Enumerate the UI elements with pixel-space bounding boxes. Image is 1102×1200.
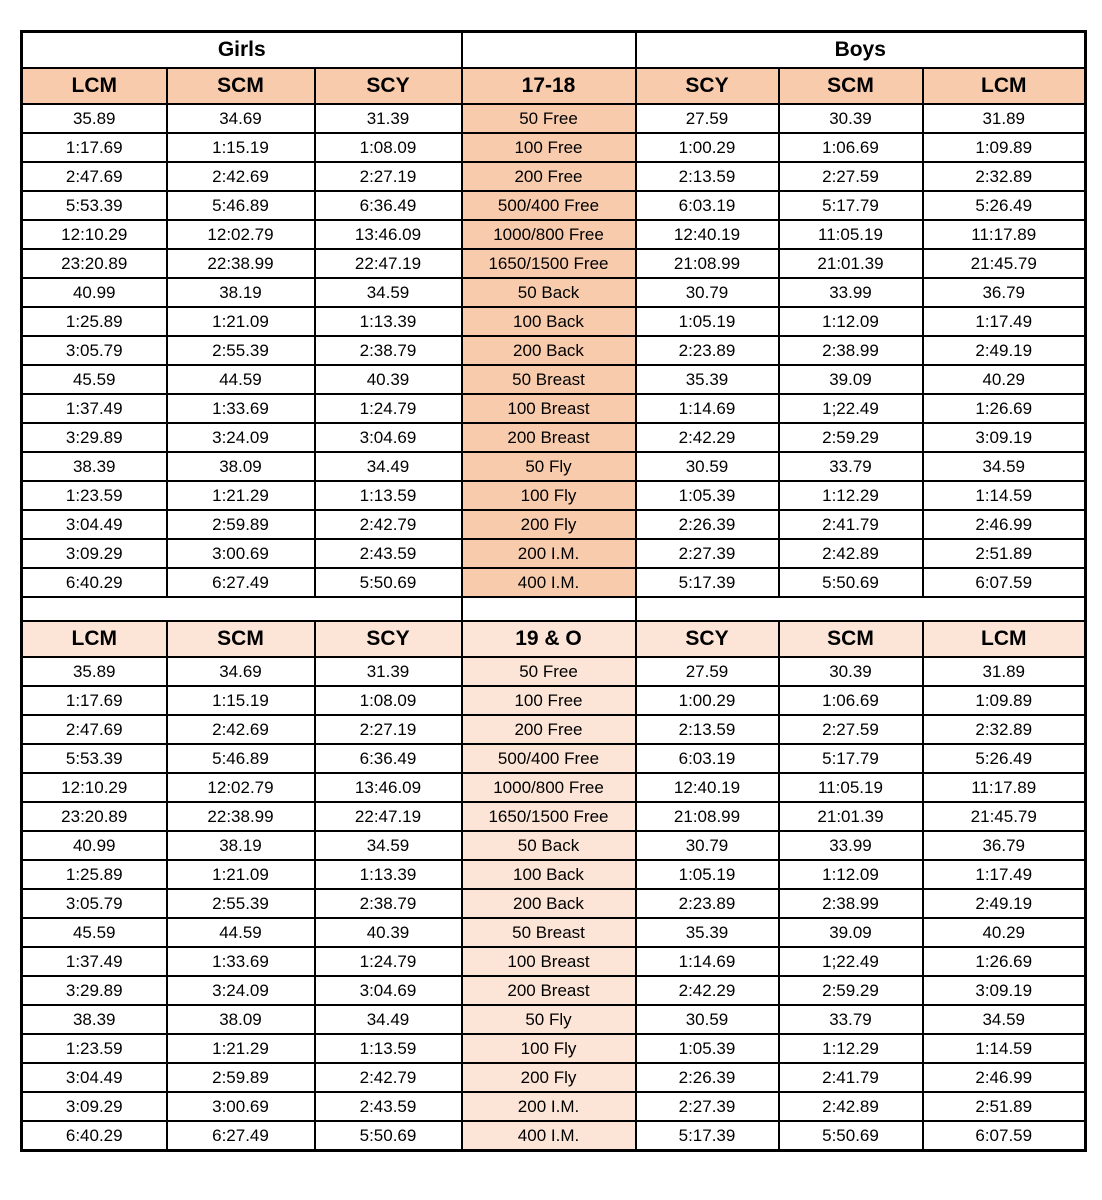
girls-time-cell: 45.59 bbox=[22, 365, 167, 394]
boys-time-cell: 5:50.69 bbox=[779, 568, 923, 597]
girls-time-cell: 23:20.89 bbox=[22, 249, 167, 278]
event-time-row bbox=[22, 220, 1086, 249]
boys-time-cell: 40.29 bbox=[923, 365, 1086, 394]
event-time-row bbox=[22, 889, 1086, 918]
boys-time-cell: 1:09.89 bbox=[923, 686, 1086, 715]
event-cell: 200 Fly bbox=[462, 1063, 636, 1092]
boys-time-cell: 1:14.59 bbox=[923, 1034, 1086, 1063]
girls-time-cell: 1:21.09 bbox=[167, 307, 315, 336]
girls-time-cell: 45.59 bbox=[22, 918, 167, 947]
boys-time-cell: 3:09.19 bbox=[923, 423, 1086, 452]
course-header-cell: LCM bbox=[22, 621, 167, 657]
boys-time-cell: 39.09 bbox=[779, 365, 923, 394]
girls-time-cell: 1:15.19 bbox=[167, 133, 315, 162]
girls-time-cell: 3:24.09 bbox=[167, 976, 315, 1005]
girls-time-cell: 34.49 bbox=[315, 452, 462, 481]
girls-time-cell: 1:13.39 bbox=[315, 860, 462, 889]
event-time-row bbox=[22, 336, 1086, 365]
event-cell: 1650/1500 Free bbox=[462, 802, 636, 831]
event-cell: 200 Back bbox=[462, 336, 636, 365]
girls-time-cell: 12:02.79 bbox=[167, 220, 315, 249]
girls-time-cell: 2:38.79 bbox=[315, 336, 462, 365]
event-cell: 500/400 Free bbox=[462, 744, 636, 773]
boys-time-cell: 1:00.29 bbox=[636, 133, 779, 162]
girls-time-cell: 38.19 bbox=[167, 278, 315, 307]
girls-time-cell: 3:29.89 bbox=[22, 423, 167, 452]
boys-time-cell: 1:06.69 bbox=[779, 686, 923, 715]
boys-time-cell: 11:17.89 bbox=[923, 220, 1086, 249]
girls-time-cell: 1:24.79 bbox=[315, 947, 462, 976]
girls-time-cell: 40.39 bbox=[315, 365, 462, 394]
boys-time-cell: 34.59 bbox=[923, 452, 1086, 481]
event-cell: 100 Fly bbox=[462, 481, 636, 510]
boys-time-cell: 2:42.29 bbox=[636, 423, 779, 452]
boys-time-cell: 2:23.89 bbox=[636, 336, 779, 365]
girls-time-cell: 38.09 bbox=[167, 452, 315, 481]
boys-time-cell: 6:03.19 bbox=[636, 744, 779, 773]
girls-title: Girls bbox=[22, 32, 462, 69]
boys-time-cell: 6:07.59 bbox=[923, 568, 1086, 597]
event-cell: 50 Fly bbox=[462, 1005, 636, 1034]
girls-time-cell: 3:04.69 bbox=[315, 423, 462, 452]
girls-time-cell: 2:42.79 bbox=[315, 510, 462, 539]
course-header-cell: SCY bbox=[636, 68, 779, 104]
girls-time-cell: 2:59.89 bbox=[167, 510, 315, 539]
girls-time-cell: 44.59 bbox=[167, 365, 315, 394]
boys-time-cell: 1:17.49 bbox=[923, 307, 1086, 336]
event-cell: 400 I.M. bbox=[462, 568, 636, 597]
boys-time-cell: 30.39 bbox=[779, 657, 923, 686]
boys-time-cell: 1:05.19 bbox=[636, 307, 779, 336]
event-time-row bbox=[22, 307, 1086, 336]
event-time-row bbox=[22, 249, 1086, 278]
separator-cell-left bbox=[22, 597, 462, 621]
boys-time-cell: 31.89 bbox=[923, 657, 1086, 686]
boys-time-cell: 2:42.29 bbox=[636, 976, 779, 1005]
event-cell: 200 I.M. bbox=[462, 1092, 636, 1121]
boys-time-cell: 39.09 bbox=[779, 918, 923, 947]
event-cell: 50 Back bbox=[462, 278, 636, 307]
event-time-row bbox=[22, 1092, 1086, 1121]
girls-time-cell: 3:24.09 bbox=[167, 423, 315, 452]
boys-time-cell: 33.99 bbox=[779, 831, 923, 860]
event-time-row bbox=[22, 481, 1086, 510]
girls-time-cell: 34.69 bbox=[167, 657, 315, 686]
event-time-row bbox=[22, 568, 1086, 597]
girls-time-cell: 2:42.69 bbox=[167, 715, 315, 744]
course-header-row bbox=[22, 621, 1086, 657]
boys-time-cell: 1:06.69 bbox=[779, 133, 923, 162]
girls-time-cell: 13:46.09 bbox=[315, 773, 462, 802]
separator-cell-right bbox=[636, 597, 1086, 621]
girls-time-cell: 2:47.69 bbox=[22, 162, 167, 191]
girls-time-cell: 38.39 bbox=[22, 1005, 167, 1034]
boys-time-cell: 1:12.09 bbox=[779, 860, 923, 889]
event-cell: 200 Back bbox=[462, 889, 636, 918]
event-time-row bbox=[22, 133, 1086, 162]
boys-time-cell: 2:46.99 bbox=[923, 1063, 1086, 1092]
course-header-row bbox=[22, 68, 1086, 104]
boys-time-cell: 2:59.29 bbox=[779, 976, 923, 1005]
boys-time-cell: 2:27.59 bbox=[779, 715, 923, 744]
boys-time-cell: 2:26.39 bbox=[636, 510, 779, 539]
event-time-row bbox=[22, 802, 1086, 831]
girls-time-cell: 6:40.29 bbox=[22, 568, 167, 597]
event-cell: 1000/800 Free bbox=[462, 220, 636, 249]
girls-time-cell: 5:50.69 bbox=[315, 568, 462, 597]
boys-time-cell: 30.79 bbox=[636, 831, 779, 860]
course-header-cell: LCM bbox=[22, 68, 167, 104]
boys-time-cell: 33.79 bbox=[779, 452, 923, 481]
boys-time-cell: 2:27.39 bbox=[636, 1092, 779, 1121]
boys-time-cell: 12:40.19 bbox=[636, 773, 779, 802]
separator-cell-event bbox=[462, 597, 636, 621]
girls-time-cell: 3:04.49 bbox=[22, 510, 167, 539]
girls-time-cell: 2:42.69 bbox=[167, 162, 315, 191]
girls-time-cell: 2:38.79 bbox=[315, 889, 462, 918]
event-time-row bbox=[22, 657, 1086, 686]
girls-time-cell: 5:50.69 bbox=[315, 1121, 462, 1151]
event-time-row bbox=[22, 918, 1086, 947]
girls-time-cell: 1:21.29 bbox=[167, 1034, 315, 1063]
age-group-header-cell: 19 & O bbox=[462, 621, 636, 657]
boys-time-cell: 11:17.89 bbox=[923, 773, 1086, 802]
boys-time-cell: 12:40.19 bbox=[636, 220, 779, 249]
girls-time-cell: 1:08.09 bbox=[315, 686, 462, 715]
boys-time-cell: 2:59.29 bbox=[779, 423, 923, 452]
girls-time-cell: 31.39 bbox=[315, 104, 462, 133]
boys-time-cell: 2:32.89 bbox=[923, 715, 1086, 744]
girls-time-cell: 22:47.19 bbox=[315, 249, 462, 278]
girls-time-cell: 35.89 bbox=[22, 104, 167, 133]
boys-time-cell: 3:09.19 bbox=[923, 976, 1086, 1005]
girls-time-cell: 3:00.69 bbox=[167, 539, 315, 568]
boys-time-cell: 1;22.49 bbox=[779, 394, 923, 423]
empty-corner-cell bbox=[462, 32, 636, 69]
boys-time-cell: 11:05.19 bbox=[779, 220, 923, 249]
girls-time-cell: 2:55.39 bbox=[167, 336, 315, 365]
event-time-row bbox=[22, 686, 1086, 715]
boys-time-cell: 27.59 bbox=[636, 657, 779, 686]
boys-time-cell: 1:26.69 bbox=[923, 947, 1086, 976]
boys-time-cell: 2:38.99 bbox=[779, 889, 923, 918]
boys-time-cell: 2:38.99 bbox=[779, 336, 923, 365]
girls-time-cell: 3:04.49 bbox=[22, 1063, 167, 1092]
girls-time-cell: 2:42.79 bbox=[315, 1063, 462, 1092]
boys-time-cell: 21:45.79 bbox=[923, 249, 1086, 278]
girls-time-cell: 2:27.19 bbox=[315, 715, 462, 744]
girls-time-cell: 5:46.89 bbox=[167, 191, 315, 220]
girls-time-cell: 2:43.59 bbox=[315, 539, 462, 568]
girls-time-cell: 34.69 bbox=[167, 104, 315, 133]
event-cell: 50 Fly bbox=[462, 452, 636, 481]
boys-time-cell: 30.79 bbox=[636, 278, 779, 307]
girls-time-cell: 6:27.49 bbox=[167, 568, 315, 597]
course-header-cell: SCY bbox=[315, 621, 462, 657]
event-cell: 200 Breast bbox=[462, 423, 636, 452]
boys-time-cell: 1:05.39 bbox=[636, 481, 779, 510]
boys-time-cell: 1:17.49 bbox=[923, 860, 1086, 889]
event-time-row bbox=[22, 452, 1086, 481]
event-cell: 50 Free bbox=[462, 104, 636, 133]
course-header-cell: SCY bbox=[315, 68, 462, 104]
event-time-row bbox=[22, 104, 1086, 133]
boys-time-cell: 6:03.19 bbox=[636, 191, 779, 220]
girls-time-cell: 6:36.49 bbox=[315, 191, 462, 220]
girls-time-cell: 3:05.79 bbox=[22, 336, 167, 365]
boys-time-cell: 36.79 bbox=[923, 831, 1086, 860]
girls-time-cell: 3:04.69 bbox=[315, 976, 462, 1005]
event-time-row bbox=[22, 1063, 1086, 1092]
boys-time-cell: 2:26.39 bbox=[636, 1063, 779, 1092]
girls-time-cell: 38.19 bbox=[167, 831, 315, 860]
course-header-cell: SCM bbox=[779, 621, 923, 657]
boys-time-cell: 11:05.19 bbox=[779, 773, 923, 802]
girls-time-cell: 23:20.89 bbox=[22, 802, 167, 831]
boys-time-cell: 1:14.69 bbox=[636, 394, 779, 423]
section-separator-row bbox=[22, 597, 1086, 621]
boys-time-cell: 5:17.39 bbox=[636, 568, 779, 597]
boys-time-cell: 21:08.99 bbox=[636, 249, 779, 278]
event-cell: 50 Breast bbox=[462, 918, 636, 947]
boys-time-cell: 2:51.89 bbox=[923, 539, 1086, 568]
girls-time-cell: 3:09.29 bbox=[22, 1092, 167, 1121]
event-cell: 200 Breast bbox=[462, 976, 636, 1005]
event-time-row bbox=[22, 1034, 1086, 1063]
girls-time-cell: 31.39 bbox=[315, 657, 462, 686]
boys-time-cell: 33.79 bbox=[779, 1005, 923, 1034]
boys-time-cell: 2:51.89 bbox=[923, 1092, 1086, 1121]
boys-time-cell: 2:41.79 bbox=[779, 1063, 923, 1092]
event-time-row bbox=[22, 539, 1086, 568]
event-cell: 100 Breast bbox=[462, 394, 636, 423]
event-cell: 200 Fly bbox=[462, 510, 636, 539]
boys-time-cell: 5:50.69 bbox=[779, 1121, 923, 1151]
girls-time-cell: 22:38.99 bbox=[167, 802, 315, 831]
girls-time-cell: 1:37.49 bbox=[22, 394, 167, 423]
girls-time-cell: 6:40.29 bbox=[22, 1121, 167, 1151]
girls-time-cell: 3:00.69 bbox=[167, 1092, 315, 1121]
girls-time-cell: 1:23.59 bbox=[22, 481, 167, 510]
boys-time-cell: 5:17.79 bbox=[779, 744, 923, 773]
girls-time-cell: 1:13.39 bbox=[315, 307, 462, 336]
event-time-row bbox=[22, 1005, 1086, 1034]
event-time-row bbox=[22, 365, 1086, 394]
boys-time-cell: 1:09.89 bbox=[923, 133, 1086, 162]
event-time-row bbox=[22, 510, 1086, 539]
event-cell: 400 I.M. bbox=[462, 1121, 636, 1151]
event-cell: 200 Free bbox=[462, 162, 636, 191]
event-cell: 500/400 Free bbox=[462, 191, 636, 220]
event-time-row bbox=[22, 860, 1086, 889]
girls-time-cell: 1:33.69 bbox=[167, 394, 315, 423]
event-cell: 200 I.M. bbox=[462, 539, 636, 568]
girls-time-cell: 1:33.69 bbox=[167, 947, 315, 976]
boys-time-cell: 30.39 bbox=[779, 104, 923, 133]
girls-time-cell: 3:29.89 bbox=[22, 976, 167, 1005]
boys-time-cell: 2:46.99 bbox=[923, 510, 1086, 539]
girls-time-cell: 34.59 bbox=[315, 278, 462, 307]
event-time-row bbox=[22, 162, 1086, 191]
event-cell: 50 Breast bbox=[462, 365, 636, 394]
boys-time-cell: 1:14.69 bbox=[636, 947, 779, 976]
boys-title: Boys bbox=[636, 32, 1086, 69]
boys-time-cell: 1:12.29 bbox=[779, 481, 923, 510]
girls-time-cell: 1:23.59 bbox=[22, 1034, 167, 1063]
event-time-row bbox=[22, 744, 1086, 773]
boys-time-cell: 5:26.49 bbox=[923, 191, 1086, 220]
boys-time-cell: 2:42.89 bbox=[779, 1092, 923, 1121]
boys-time-cell: 35.39 bbox=[636, 918, 779, 947]
girls-time-cell: 22:38.99 bbox=[167, 249, 315, 278]
girls-time-cell: 1:17.69 bbox=[22, 133, 167, 162]
boys-time-cell: 2:13.59 bbox=[636, 162, 779, 191]
event-time-row bbox=[22, 715, 1086, 744]
event-cell: 100 Fly bbox=[462, 1034, 636, 1063]
boys-time-cell: 2:27.39 bbox=[636, 539, 779, 568]
boys-time-cell: 36.79 bbox=[923, 278, 1086, 307]
event-cell: 50 Back bbox=[462, 831, 636, 860]
event-cell: 1000/800 Free bbox=[462, 773, 636, 802]
boys-time-cell: 2:13.59 bbox=[636, 715, 779, 744]
event-cell: 100 Back bbox=[462, 860, 636, 889]
time-standards-table bbox=[20, 30, 1087, 1152]
girls-time-cell: 5:46.89 bbox=[167, 744, 315, 773]
course-header-cell: LCM bbox=[923, 68, 1086, 104]
event-time-row bbox=[22, 773, 1086, 802]
girls-time-cell: 40.99 bbox=[22, 831, 167, 860]
girls-time-cell: 1:21.29 bbox=[167, 481, 315, 510]
boys-time-cell: 1:12.09 bbox=[779, 307, 923, 336]
girls-time-cell: 1:25.89 bbox=[22, 307, 167, 336]
boys-time-cell: 1;22.49 bbox=[779, 947, 923, 976]
girls-time-cell: 1:25.89 bbox=[22, 860, 167, 889]
boys-time-cell: 1:05.19 bbox=[636, 860, 779, 889]
event-cell: 100 Back bbox=[462, 307, 636, 336]
boys-time-cell: 1:26.69 bbox=[923, 394, 1086, 423]
course-header-cell: LCM bbox=[923, 621, 1086, 657]
girls-time-cell: 1:17.69 bbox=[22, 686, 167, 715]
girls-time-cell: 34.59 bbox=[315, 831, 462, 860]
boys-time-cell: 2:27.59 bbox=[779, 162, 923, 191]
girls-time-cell: 38.39 bbox=[22, 452, 167, 481]
event-time-row bbox=[22, 976, 1086, 1005]
girls-time-cell: 13:46.09 bbox=[315, 220, 462, 249]
girls-time-cell: 40.99 bbox=[22, 278, 167, 307]
event-time-row bbox=[22, 423, 1086, 452]
boys-time-cell: 2:23.89 bbox=[636, 889, 779, 918]
boys-time-cell: 31.89 bbox=[923, 104, 1086, 133]
boys-time-cell: 2:41.79 bbox=[779, 510, 923, 539]
boys-time-cell: 40.29 bbox=[923, 918, 1086, 947]
boys-time-cell: 21:01.39 bbox=[779, 802, 923, 831]
girls-time-cell: 1:24.79 bbox=[315, 394, 462, 423]
boys-time-cell: 30.59 bbox=[636, 1005, 779, 1034]
boys-time-cell: 27.59 bbox=[636, 104, 779, 133]
boys-time-cell: 1:05.39 bbox=[636, 1034, 779, 1063]
event-time-row bbox=[22, 191, 1086, 220]
girls-time-cell: 1:13.59 bbox=[315, 481, 462, 510]
boys-time-cell: 34.59 bbox=[923, 1005, 1086, 1034]
boys-time-cell: 2:49.19 bbox=[923, 889, 1086, 918]
boys-time-cell: 5:17.39 bbox=[636, 1121, 779, 1151]
boys-time-cell: 21:45.79 bbox=[923, 802, 1086, 831]
girls-time-cell: 12:10.29 bbox=[22, 773, 167, 802]
event-cell: 100 Breast bbox=[462, 947, 636, 976]
event-cell: 100 Free bbox=[462, 686, 636, 715]
event-time-row bbox=[22, 394, 1086, 423]
gender-title-row bbox=[22, 32, 1086, 69]
girls-time-cell: 1:37.49 bbox=[22, 947, 167, 976]
event-time-row bbox=[22, 278, 1086, 307]
age-group-header-cell: 17-18 bbox=[462, 68, 636, 104]
event-cell: 200 Free bbox=[462, 715, 636, 744]
girls-time-cell: 6:27.49 bbox=[167, 1121, 315, 1151]
girls-time-cell: 6:36.49 bbox=[315, 744, 462, 773]
course-header-cell: SCY bbox=[636, 621, 779, 657]
boys-time-cell: 21:08.99 bbox=[636, 802, 779, 831]
boys-time-cell: 33.99 bbox=[779, 278, 923, 307]
boys-time-cell: 6:07.59 bbox=[923, 1121, 1086, 1151]
girls-time-cell: 12:02.79 bbox=[167, 773, 315, 802]
girls-time-cell: 44.59 bbox=[167, 918, 315, 947]
boys-time-cell: 2:42.89 bbox=[779, 539, 923, 568]
girls-time-cell: 3:05.79 bbox=[22, 889, 167, 918]
event-time-row bbox=[22, 947, 1086, 976]
boys-time-cell: 1:14.59 bbox=[923, 481, 1086, 510]
girls-time-cell: 34.49 bbox=[315, 1005, 462, 1034]
boys-time-cell: 1:00.29 bbox=[636, 686, 779, 715]
girls-time-cell: 2:55.39 bbox=[167, 889, 315, 918]
boys-time-cell: 5:26.49 bbox=[923, 744, 1086, 773]
course-header-cell: SCM bbox=[779, 68, 923, 104]
girls-time-cell: 22:47.19 bbox=[315, 802, 462, 831]
boys-time-cell: 2:49.19 bbox=[923, 336, 1086, 365]
course-header-cell: SCM bbox=[167, 68, 315, 104]
girls-time-cell: 2:27.19 bbox=[315, 162, 462, 191]
girls-time-cell: 1:13.59 bbox=[315, 1034, 462, 1063]
girls-time-cell: 5:53.39 bbox=[22, 191, 167, 220]
boys-time-cell: 35.39 bbox=[636, 365, 779, 394]
event-cell: 1650/1500 Free bbox=[462, 249, 636, 278]
boys-time-cell: 1:12.29 bbox=[779, 1034, 923, 1063]
event-time-row bbox=[22, 1121, 1086, 1151]
girls-time-cell: 40.39 bbox=[315, 918, 462, 947]
girls-time-cell: 1:08.09 bbox=[315, 133, 462, 162]
girls-time-cell: 38.09 bbox=[167, 1005, 315, 1034]
girls-time-cell: 2:47.69 bbox=[22, 715, 167, 744]
girls-time-cell: 5:53.39 bbox=[22, 744, 167, 773]
event-cell: 50 Free bbox=[462, 657, 636, 686]
girls-time-cell: 2:59.89 bbox=[167, 1063, 315, 1092]
girls-time-cell: 1:15.19 bbox=[167, 686, 315, 715]
girls-time-cell: 3:09.29 bbox=[22, 539, 167, 568]
boys-time-cell: 30.59 bbox=[636, 452, 779, 481]
girls-time-cell: 1:21.09 bbox=[167, 860, 315, 889]
girls-time-cell: 2:43.59 bbox=[315, 1092, 462, 1121]
event-time-row bbox=[22, 831, 1086, 860]
course-header-cell: SCM bbox=[167, 621, 315, 657]
event-cell: 100 Free bbox=[462, 133, 636, 162]
boys-time-cell: 2:32.89 bbox=[923, 162, 1086, 191]
boys-time-cell: 21:01.39 bbox=[779, 249, 923, 278]
girls-time-cell: 35.89 bbox=[22, 657, 167, 686]
boys-time-cell: 5:17.79 bbox=[779, 191, 923, 220]
girls-time-cell: 12:10.29 bbox=[22, 220, 167, 249]
